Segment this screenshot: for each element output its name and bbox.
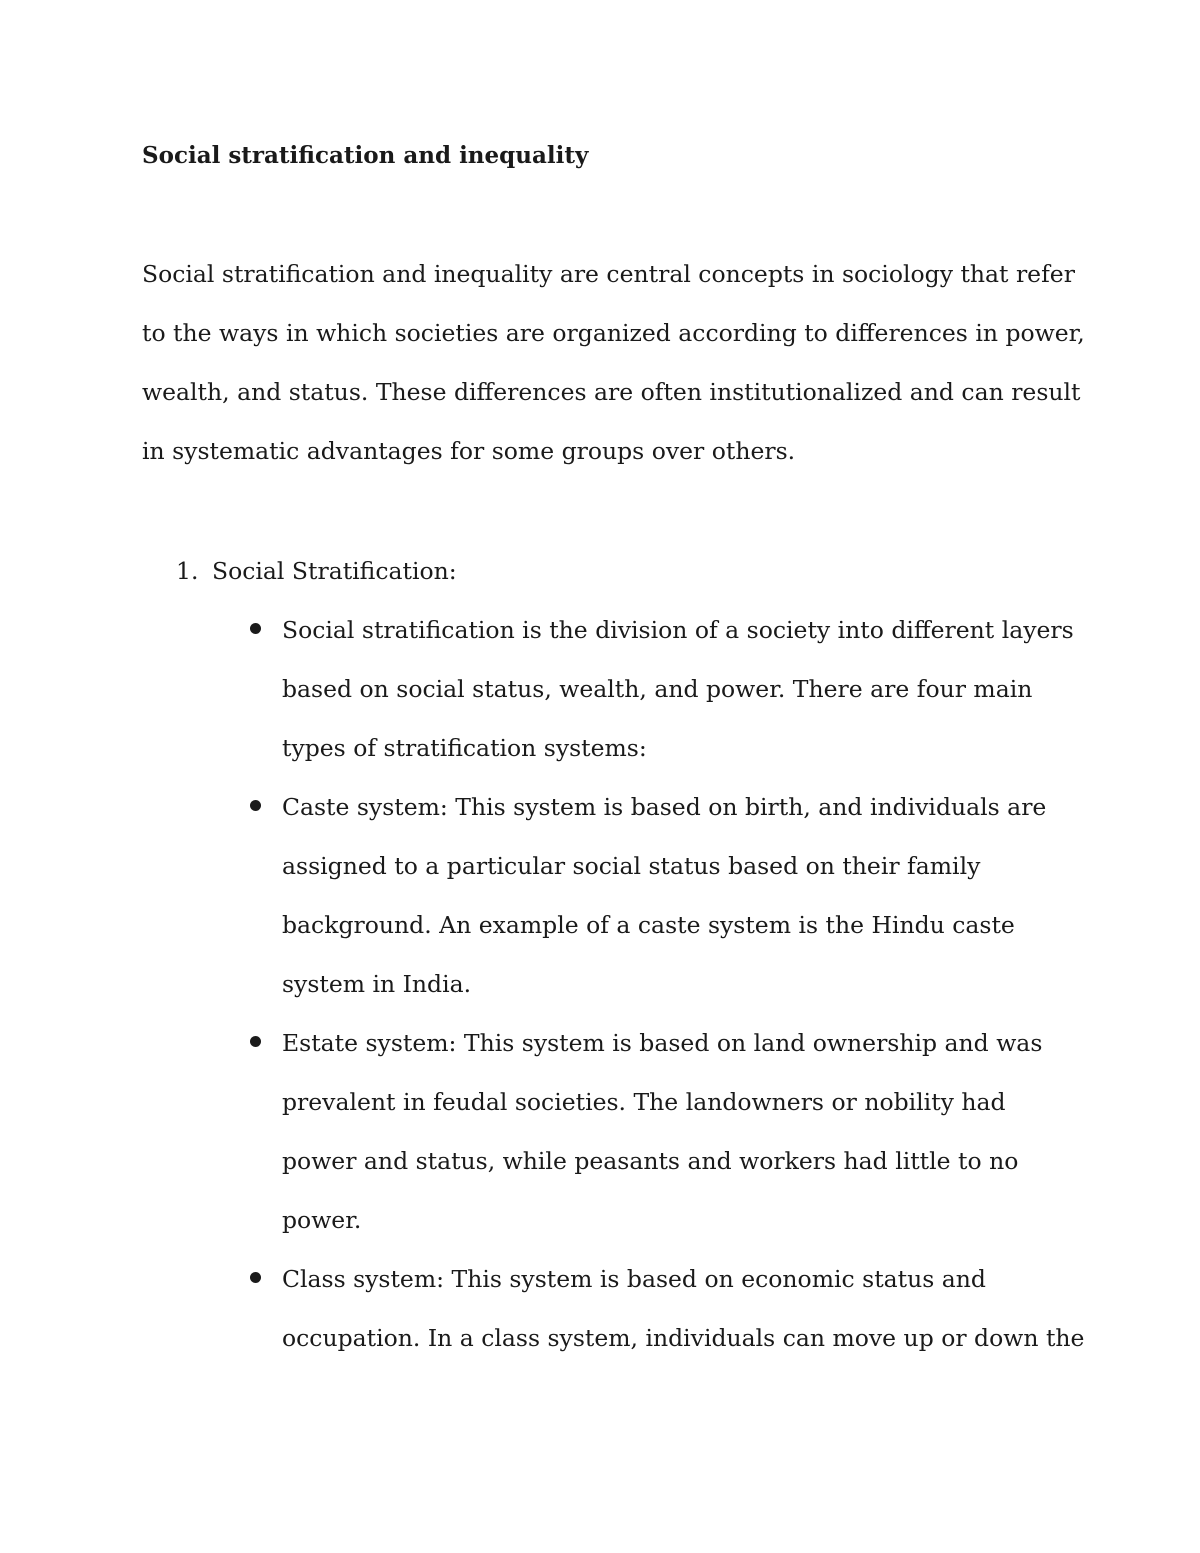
bullet-dot-icon: [250, 623, 261, 634]
bullet-line: occupation. In a class system, individuals can move up or down the: [282, 1324, 1085, 1352]
bullet-line: Class system: This system is based on economic status and: [282, 1265, 986, 1293]
bullet-dot-icon: [250, 800, 261, 811]
bullet-item: [142, 1025, 1084, 1261]
section-heading-text: Social Stratification:: [212, 557, 457, 585]
intro-line: to the ways in which societies are organized according to differences in power,: [142, 319, 1085, 347]
bullet-line: power.: [282, 1206, 362, 1234]
bullet-item: [142, 612, 1084, 789]
intro-paragraph: [142, 256, 1085, 492]
bullet-line: types of stratification systems:: [282, 734, 647, 762]
bullet-item: [142, 789, 1084, 1025]
bullet-line: assigned to a particular social status based on their family: [282, 852, 981, 880]
intro-line: Social stratification and inequality are central concepts in sociology that refer: [142, 260, 1075, 288]
document-title: Social stratification and inequality: [142, 142, 589, 169]
bullet-line: Social stratification is the division of a society into different layers: [282, 616, 1074, 644]
bullet-dot-icon: [250, 1036, 261, 1047]
bullet-line: based on social status, wealth, and power. There are four main: [282, 675, 1033, 703]
bullet-line: Estate system: This system is based on land ownership and was: [282, 1029, 1043, 1057]
intro-line: wealth, and status. These differences are often institutionalized and can result: [142, 378, 1081, 406]
bullet-line: prevalent in feudal societies. The landowners or nobility had: [282, 1088, 1006, 1116]
list-number: 1.: [176, 557, 199, 585]
bullet-line: system in India.: [282, 970, 472, 998]
bullet-dot-icon: [250, 1272, 261, 1283]
bullet-line: background. An example of a caste system is the Hindu caste: [282, 911, 1015, 939]
bullet-list: [142, 612, 1084, 1379]
section-social-stratification: [142, 553, 1084, 1379]
intro-line: in systematic advantages for some groups over others.: [142, 437, 796, 465]
section-heading: [142, 553, 1084, 612]
bullet-line: Caste system: This system is based on birth, and individuals are: [282, 793, 1047, 821]
bullet-item: [142, 1261, 1084, 1379]
bullet-line: power and status, while peasants and workers had little to no: [282, 1147, 1019, 1175]
